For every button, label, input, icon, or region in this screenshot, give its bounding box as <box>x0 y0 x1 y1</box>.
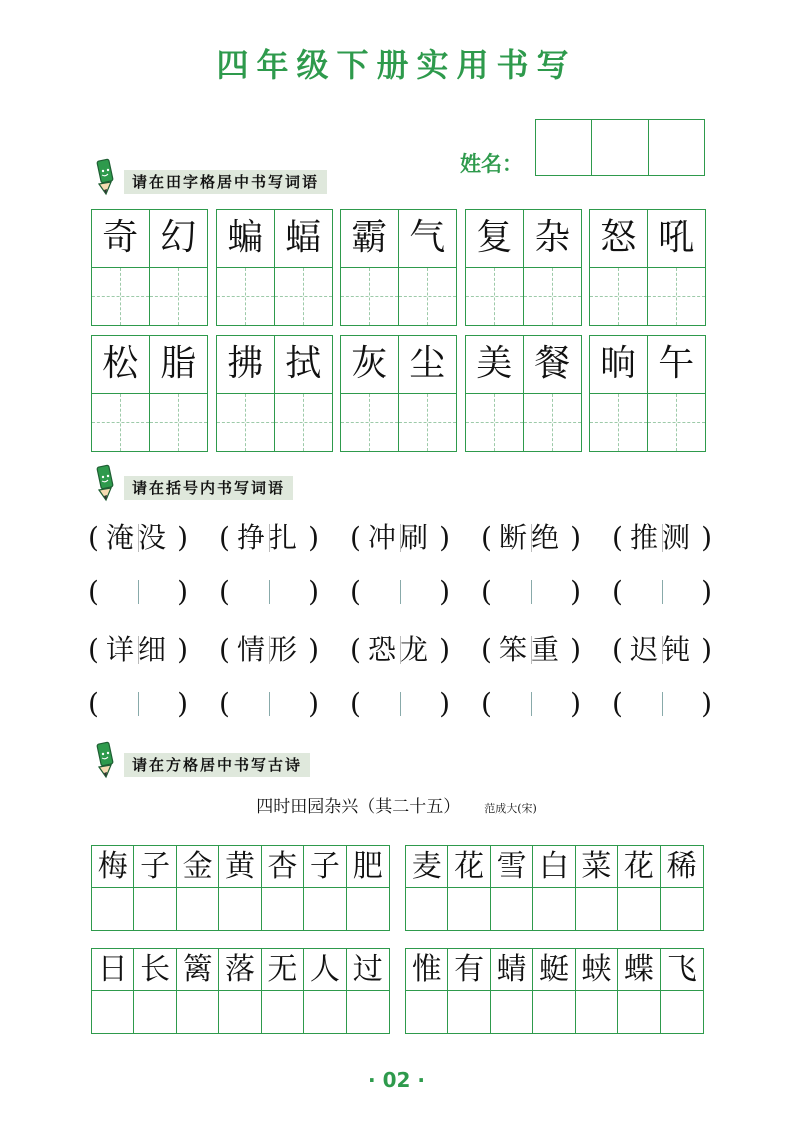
poem-char: 篱 <box>177 949 219 991</box>
section-label: 请在方格居中书写古诗 <box>124 753 310 777</box>
writing-cell[interactable] <box>618 991 660 1033</box>
paren-word: ( 迟钝 ) <box>612 630 712 670</box>
writing-cell[interactable] <box>524 394 582 452</box>
paren-word: ( 冲刷 ) <box>350 518 450 558</box>
paren-word: ( 断绝 ) <box>481 518 581 558</box>
grid-char: 吼 <box>648 210 706 268</box>
poem-char: 梅 <box>92 846 134 888</box>
poem-grid[interactable] <box>405 845 704 931</box>
writing-cell[interactable] <box>618 888 660 930</box>
writing-cell[interactable] <box>341 394 399 452</box>
writing-cell[interactable] <box>341 268 399 326</box>
word-text: 迟钝 <box>629 633 694 666</box>
tian-grid[interactable] <box>216 335 333 452</box>
grid-char: 松 <box>92 336 150 394</box>
tian-grid[interactable] <box>91 209 208 326</box>
writing-cell[interactable] <box>524 268 582 326</box>
grid-char: 杂 <box>524 210 582 268</box>
paren-word: ( 恐龙 ) <box>350 630 450 670</box>
writing-cell[interactable] <box>448 991 490 1033</box>
word-text: 详细 <box>105 633 170 666</box>
writing-cell[interactable] <box>533 888 575 930</box>
poem-char: 肥 <box>347 846 389 888</box>
writing-cell[interactable] <box>304 888 346 930</box>
poem-char: 蛱 <box>576 949 618 991</box>
poem-grid[interactable] <box>405 948 704 1034</box>
poem-char: 金 <box>177 846 219 888</box>
writing-cell[interactable] <box>590 268 648 326</box>
grid-char: 尘 <box>399 336 457 394</box>
paren-blank[interactable]: ( ) <box>350 687 450 720</box>
poem-heading <box>0 792 793 817</box>
poem-char: 长 <box>134 949 176 991</box>
writing-cell[interactable] <box>275 268 333 326</box>
paren-row <box>88 518 713 558</box>
word-text: 挣扎 <box>236 521 301 554</box>
page-title: 四年级下册实用书写 <box>216 46 577 84</box>
writing-cell[interactable] <box>177 888 219 930</box>
writing-cell[interactable] <box>217 394 275 452</box>
grid-char: 幻 <box>150 210 208 268</box>
word-text: 断绝 <box>498 521 563 554</box>
writing-cell[interactable] <box>491 991 533 1033</box>
poem-char: 子 <box>304 846 346 888</box>
writing-cell[interactable] <box>134 888 176 930</box>
paren-blank[interactable]: ( ) <box>88 575 188 608</box>
grid-char: 奇 <box>92 210 150 268</box>
writing-cell[interactable] <box>466 268 524 326</box>
writing-cell[interactable] <box>262 888 304 930</box>
tian-grid[interactable] <box>340 209 457 326</box>
tian-grid[interactable] <box>340 335 457 452</box>
word-text: 笨重 <box>498 633 563 666</box>
page-number: · 02 · <box>368 1068 425 1092</box>
paren-blank[interactable]: ( ) <box>481 687 581 720</box>
writing-cell[interactable] <box>262 991 304 1033</box>
paren-row <box>88 630 713 670</box>
writing-cell[interactable] <box>217 268 275 326</box>
poem-char: 落 <box>219 949 261 991</box>
writing-cell[interactable] <box>648 268 706 326</box>
paren-word: ( 淹没 ) <box>88 518 188 558</box>
writing-cell[interactable] <box>92 991 134 1033</box>
name-boxes[interactable] <box>535 119 705 176</box>
paren-blank[interactable]: ( ) <box>612 687 712 720</box>
writing-cell[interactable] <box>661 888 703 930</box>
pencil-icon <box>92 158 118 196</box>
writing-cell[interactable] <box>150 268 208 326</box>
paren-blank[interactable]: ( ) <box>219 687 319 720</box>
writing-cell[interactable] <box>466 394 524 452</box>
poem-char: 菜 <box>576 846 618 888</box>
poem-char: 黄 <box>219 846 261 888</box>
paren-word: ( 挣扎 ) <box>219 518 319 558</box>
writing-cell[interactable] <box>533 991 575 1033</box>
grid-char: 蝙 <box>217 210 275 268</box>
grid-char: 气 <box>399 210 457 268</box>
poem-title: 四时田园杂兴（其二十五） <box>256 797 461 817</box>
paren-word: ( 情形 ) <box>219 630 319 670</box>
grid-char: 午 <box>648 336 706 394</box>
name-box[interactable] <box>592 120 648 175</box>
section-label: 请在田字格居中书写词语 <box>124 170 327 194</box>
writing-cell[interactable] <box>219 991 261 1033</box>
paren-word: ( 详细 ) <box>88 630 188 670</box>
word-text: 恐龙 <box>367 633 432 666</box>
poem-char: 有 <box>448 949 490 991</box>
writing-cell[interactable] <box>406 888 448 930</box>
writing-cell[interactable] <box>648 394 706 452</box>
writing-cell[interactable] <box>448 888 490 930</box>
name-box[interactable] <box>536 120 592 175</box>
writing-cell[interactable] <box>590 394 648 452</box>
writing-cell[interactable] <box>150 394 208 452</box>
poem-char: 雪 <box>491 846 533 888</box>
grid-char: 餐 <box>524 336 582 394</box>
grid-char: 美 <box>466 336 524 394</box>
grid-char: 拭 <box>275 336 333 394</box>
name-box[interactable] <box>649 120 704 175</box>
writing-cell[interactable] <box>399 394 457 452</box>
grid-char: 怒 <box>590 210 648 268</box>
poem-char: 蜻 <box>491 949 533 991</box>
word-text: 情形 <box>236 633 301 666</box>
poem-char: 蜓 <box>533 949 575 991</box>
paren-word: ( 推测 ) <box>612 518 712 558</box>
grid-char: 复 <box>466 210 524 268</box>
paren-row-blank[interactable] <box>88 684 713 724</box>
section-label: 请在括号内书写词语 <box>124 476 293 500</box>
writing-cell[interactable] <box>92 888 134 930</box>
writing-cell[interactable] <box>661 991 703 1033</box>
poem-char: 子 <box>134 846 176 888</box>
paren-row-blank[interactable] <box>88 572 713 612</box>
poem-char: 白 <box>533 846 575 888</box>
poem-char: 惟 <box>406 949 448 991</box>
paren-blank[interactable]: ( ) <box>612 575 712 608</box>
writing-cell[interactable] <box>576 991 618 1033</box>
paren-blank[interactable]: ( ) <box>350 575 450 608</box>
tian-grid[interactable] <box>589 335 706 452</box>
pencil-icon <box>92 741 118 779</box>
grid-char: 脂 <box>150 336 208 394</box>
poem-char: 过 <box>347 949 389 991</box>
writing-cell[interactable] <box>219 888 261 930</box>
tian-grid[interactable] <box>465 335 582 452</box>
paren-blank[interactable]: ( ) <box>481 575 581 608</box>
tian-grid[interactable] <box>216 209 333 326</box>
poem-char: 人 <box>304 949 346 991</box>
paren-word: ( 笨重 ) <box>481 630 581 670</box>
tian-grid[interactable] <box>465 209 582 326</box>
writing-cell[interactable] <box>177 991 219 1033</box>
tian-grid[interactable] <box>589 209 706 326</box>
word-text: 淹没 <box>105 521 170 554</box>
grid-char: 霸 <box>341 210 399 268</box>
name-label: 姓名： <box>460 152 523 176</box>
writing-cell[interactable] <box>92 394 150 452</box>
writing-cell[interactable] <box>92 268 150 326</box>
poem-grid[interactable] <box>91 948 390 1034</box>
word-text: 冲刷 <box>367 521 432 554</box>
writing-cell[interactable] <box>134 991 176 1033</box>
writing-cell[interactable] <box>406 991 448 1033</box>
writing-cell[interactable] <box>275 394 333 452</box>
writing-cell[interactable] <box>347 991 389 1033</box>
grid-char: 蝠 <box>275 210 333 268</box>
grid-char: 晌 <box>590 336 648 394</box>
writing-cell[interactable] <box>304 991 346 1033</box>
poem-char: 飞 <box>661 949 703 991</box>
poem-char: 稀 <box>661 846 703 888</box>
tian-grid[interactable] <box>91 335 208 452</box>
poem-char: 无 <box>262 949 304 991</box>
pencil-icon <box>92 464 118 502</box>
word-text: 推测 <box>629 521 694 554</box>
paren-blank[interactable]: ( ) <box>88 687 188 720</box>
poem-char: 蝶 <box>618 949 660 991</box>
poem-char: 麦 <box>406 846 448 888</box>
poem-char: 杏 <box>262 846 304 888</box>
writing-cell[interactable] <box>399 268 457 326</box>
writing-cell[interactable] <box>347 888 389 930</box>
poem-char: 花 <box>448 846 490 888</box>
writing-cell[interactable] <box>576 888 618 930</box>
grid-char: 拂 <box>217 336 275 394</box>
poem-char: 日 <box>92 949 134 991</box>
grid-char: 灰 <box>341 336 399 394</box>
poem-grid[interactable] <box>91 845 390 931</box>
writing-cell[interactable] <box>491 888 533 930</box>
poem-char: 花 <box>618 846 660 888</box>
paren-blank[interactable]: ( ) <box>219 575 319 608</box>
poem-author: 范成大(宋) <box>484 802 537 815</box>
